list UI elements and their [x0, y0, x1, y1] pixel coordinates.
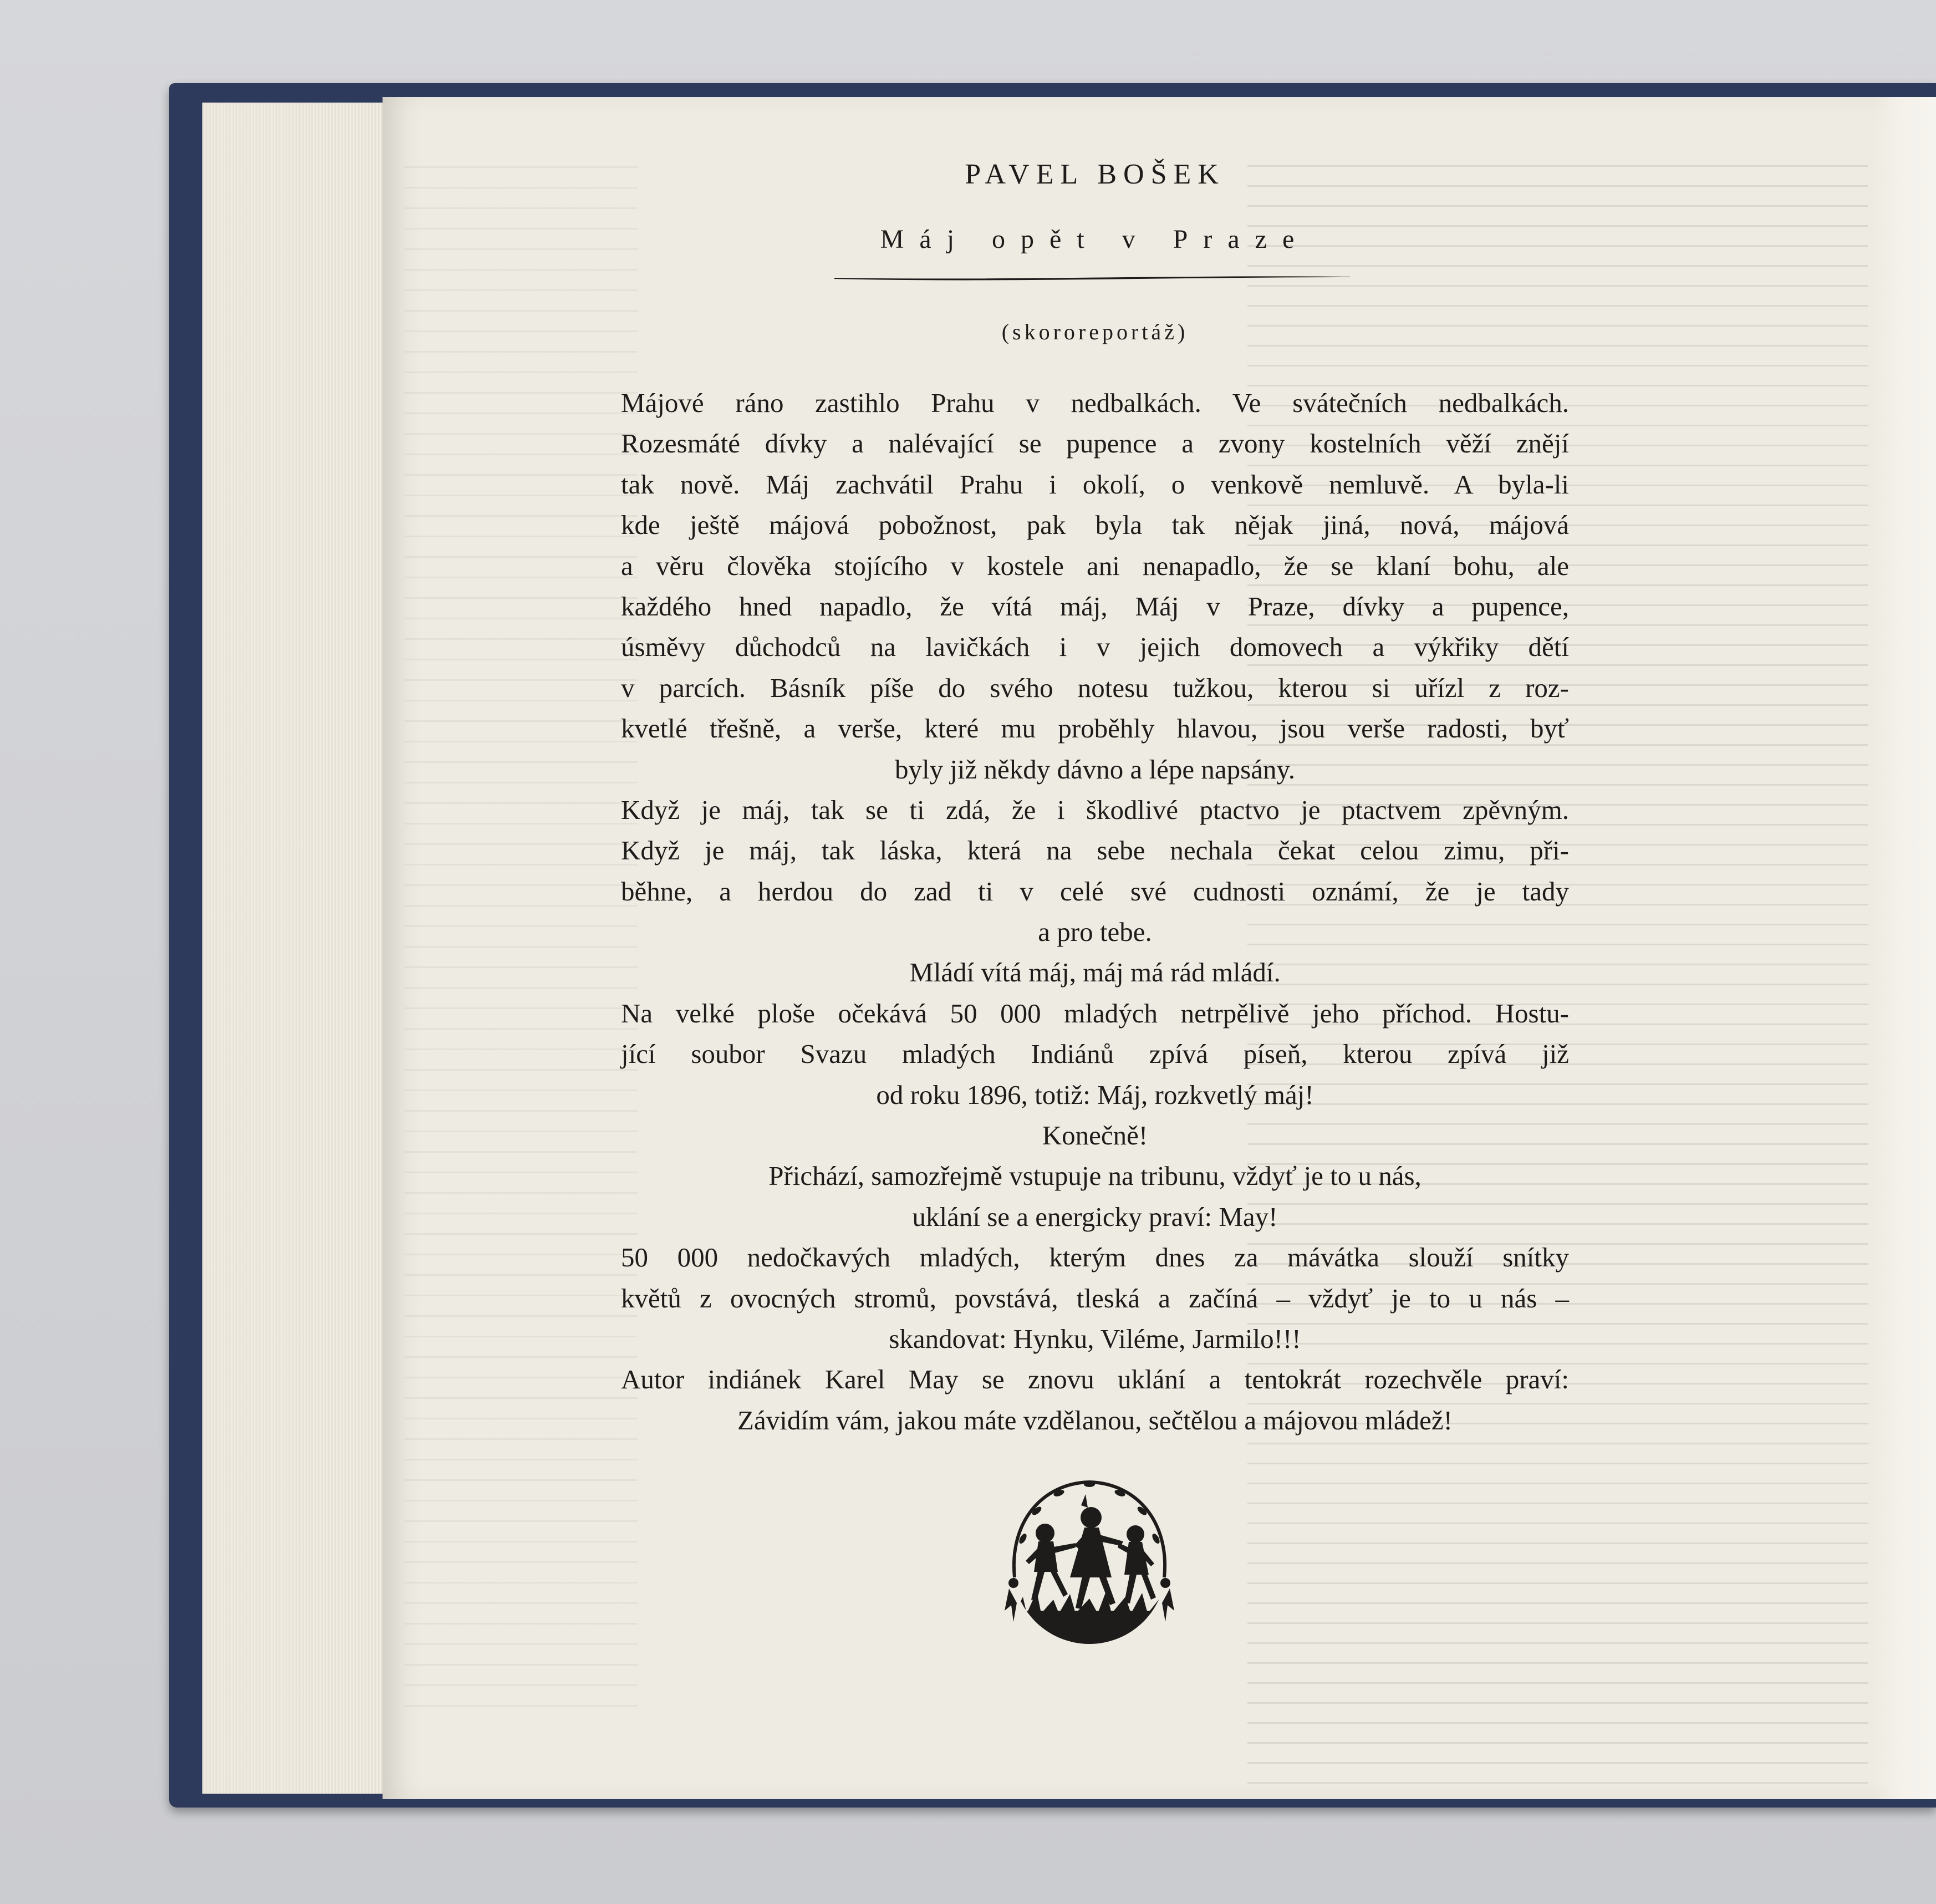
text-line: Přichází, samozřejmě vstupuje na tribunu, vždyť je to u nás,: [768, 1160, 1422, 1192]
page-edges-stack-inner: [310, 103, 394, 1794]
author-name: PAVEL BOŠEK: [965, 159, 1225, 190]
text-line: běhne, a herdou do zad ti v celé své cudnosti oznámí, že je tady: [621, 875, 1569, 907]
text-line: Na velké ploše očekává 50 000 mladých netrpělivě jeho příchod. Hostu-: [621, 997, 1569, 1029]
text-line: Rozesmáté dívky a nalévající se pupence a zvony kostelních věží znějí: [621, 428, 1569, 459]
text-line: květů z ovocných stromů, povstává, tleská a začíná – vždyť je to u nás –: [621, 1282, 1569, 1314]
text-line: úsměvy důchodců na lavičkách i v jejich domovech a výkřiky dětí: [621, 632, 1569, 663]
text-line: Autor indiánek Karel May se znovu uklání a tentokrát rozechvěle praví:: [621, 1364, 1569, 1395]
text-line: skandovat: Hynku, Viléme, Jarmilo!!!: [889, 1323, 1301, 1354]
title-rule: [621, 272, 1569, 294]
text-line: od roku 1896, totiž: Máj, rozkvetlý máj!: [876, 1079, 1314, 1110]
article-subtitle: (skororeportáž): [1001, 319, 1189, 344]
tapered-rule-icon: [834, 272, 1350, 284]
text-line: uklání se a energicky praví: May!: [912, 1201, 1278, 1232]
text-line: tak nově. Máj zachvátil Prahu i okolí, o venkově nemluvě. A byla-li: [621, 469, 1569, 500]
text-line: 50 000 nedočkavých mladých, kterým dnes za mávátka slouží snítky: [621, 1242, 1569, 1273]
article-body: [621, 383, 1569, 1440]
text-line: v parcích. Básník píše do svého notesu tužkou, kterou si uřízl z roz-: [621, 672, 1569, 703]
text-line: Když je máj, tak se ti zdá, že i škodlivé ptactvo je ptactvem zpěvným.: [621, 794, 1569, 825]
text-line: Konečně!: [1042, 1120, 1148, 1151]
text-line: a věru člověka stojícího v kostele ani nenapadlo, že se klaní bohu, ale: [621, 550, 1569, 581]
text-line: Když je máj, tak láska, která na sebe nechala čekat celou zimu, při-: [621, 835, 1569, 866]
text-line: Májové ráno zastihlo Prahu v nedbalkách. Ve svátečních nedbalkách.: [621, 388, 1569, 418]
text-line: a pro tebe.: [1038, 917, 1152, 948]
article-title: Máj opět v Praze: [880, 225, 1310, 254]
page-right-edge: [1874, 97, 1936, 1799]
text-line: kvetlé třešně, a verše, které mu proběhly hlavou, jsou verše radosti, byť: [621, 713, 1569, 744]
text-line: Mládí vítá máj, máj má rád mládí.: [909, 957, 1281, 988]
text-line: každého hned napadlo, že vítá máj, Máj v Praze, dívky a pupence,: [621, 590, 1569, 622]
text-line: kde ještě májová pobožnost, pak byla tak nějak jiná, nová, májová: [621, 510, 1569, 541]
dancing-children-vignette-icon: [992, 1472, 1186, 1655]
text-line: jící soubor Svazu mladých Indiánů zpívá píseň, kterou zpívá již: [621, 1038, 1569, 1070]
article: [621, 150, 1569, 1440]
text-line: byly již někdy dávno a lépe napsány.: [894, 754, 1296, 785]
bleed-through-text-left: [405, 150, 638, 1719]
text-line: Závidím vám, jakou máte vzdělanou, sečtělou a májovou mládež!: [737, 1404, 1453, 1435]
